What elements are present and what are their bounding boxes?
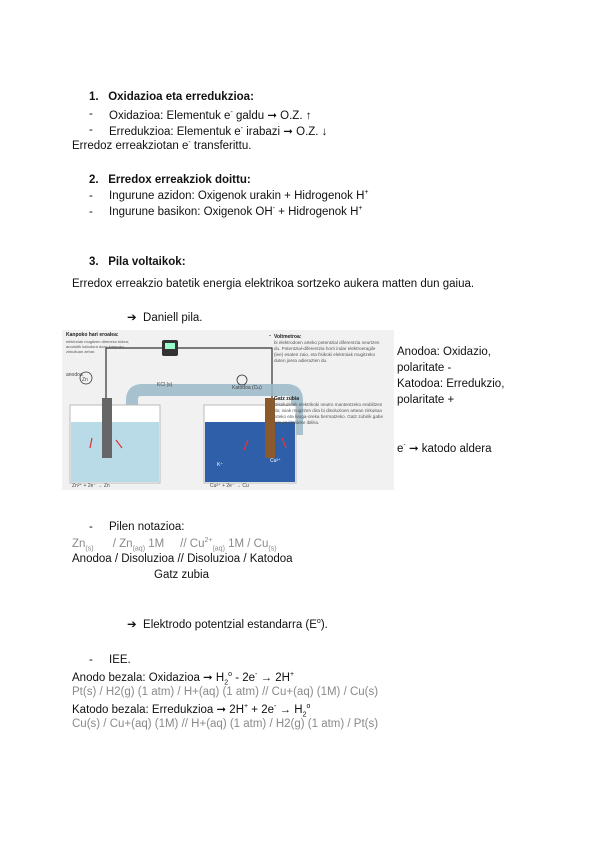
section-1-note <box>72 140 251 152</box>
list-item-text: Ingurune azidon: Oxigenok urakin + Hidrogenok H <box>109 190 365 202</box>
potential-text-2: ). <box>320 619 328 631</box>
iee-heading <box>89 654 131 666</box>
sup: - <box>230 109 233 117</box>
list-item-text: Oxidazioa: Elementuk e <box>109 110 231 122</box>
zinc-electrode <box>102 398 112 458</box>
dash: - <box>89 206 93 218</box>
daniell-cell-figure <box>62 330 394 490</box>
section-1-title: Oxidazioa eta erredukzioa: <box>108 91 254 103</box>
list-item-text-2: galdu ➞ O.Z. ↑ <box>232 110 312 122</box>
section-3-title: Pila voltaikok: <box>108 256 186 268</box>
sub: (aq) <box>212 545 225 553</box>
label-salt-bridge: Gatz zubia <box>274 396 300 402</box>
label-kcl: KCl (s) <box>157 382 173 388</box>
side-note: polaritate - <box>397 362 452 374</box>
label-cu: Cu²⁺ <box>270 458 281 464</box>
label-anode-reaction: Zn²⁺ + 2e⁻ → Zn <box>72 483 110 489</box>
list-item-text-2: + Hidrogenok H <box>275 206 359 218</box>
sup: - <box>240 125 244 133</box>
list-item-text: Erredukzioa: Elementuk e <box>109 126 241 138</box>
note-text-2: transferittu. <box>190 140 252 152</box>
sup: o <box>306 703 311 711</box>
cathode-notation: Cu(s) / Cu+(aq) (1M) // H+(aq) (1 atm) / H2(g) (1 atm) / Pt(s) <box>72 718 379 730</box>
list-item-text: Ingurune basikon: Oxigenok OH <box>109 206 273 218</box>
list-item <box>89 205 363 218</box>
sub: (s) <box>268 545 277 553</box>
sup: o <box>316 618 321 626</box>
section-1-heading <box>89 91 254 103</box>
reaction-text: + 2e <box>248 704 275 716</box>
reaction-text: → 2H <box>257 672 290 684</box>
daniell-line <box>127 310 202 324</box>
reaction-text: Katodo bezala: Erredukzioa ➞ 2H <box>72 704 245 716</box>
expr-part: 1M // Cu <box>145 538 205 550</box>
list-item <box>89 189 369 202</box>
notation-heading <box>89 521 185 533</box>
sub: 2 <box>302 711 307 719</box>
list-item <box>89 108 312 122</box>
arrow-icon: ➔ <box>127 619 137 631</box>
sub: (s) <box>85 545 94 553</box>
daniell-label: Daniell pila. <box>143 312 203 324</box>
section-1-number: 1. <box>89 91 99 103</box>
label-zn: Zn <box>82 377 88 383</box>
reaction-text: Anodo bezala: Oxidazioa ➞ H <box>72 672 225 684</box>
dash: - <box>89 124 93 136</box>
sup: + <box>289 671 295 679</box>
electron-text: e <box>397 443 404 455</box>
sup: - <box>188 139 191 147</box>
reaction-text: → H <box>276 704 303 716</box>
text-external-wire: elektroiak mugitzen direneko bidea; anodotik katodora doaz kanpoko zirkuituan zehar. <box>66 339 129 354</box>
dash: - <box>89 190 93 202</box>
iee-label: IEE. <box>109 654 131 666</box>
section-2-heading <box>89 174 251 186</box>
label-external-wire: Kanpoko hari eroalea: <box>66 332 119 338</box>
label-cathode-reaction: Cu²⁺ + 2e⁻ → Cu <box>210 483 249 489</box>
sup: - <box>403 442 406 450</box>
section-3-number: 3. <box>89 256 99 268</box>
sup: + <box>244 703 249 711</box>
sup: 2+ <box>204 537 213 545</box>
arrow-icon: ➔ <box>127 312 137 324</box>
sup: + <box>358 205 363 213</box>
sup: - <box>274 703 277 711</box>
label-voltmeter: Voltmetroa: <box>274 334 302 340</box>
list-item-text-2: irabazi ➞ O.Z. ↓ <box>243 126 328 138</box>
expr-part: / Zn <box>93 538 133 550</box>
salt-bridge-label: Gatz zubia <box>154 569 209 581</box>
side-note: Anodoa: Oxidazio, <box>397 346 491 358</box>
notation-expression <box>72 537 277 553</box>
sup: - <box>255 671 258 679</box>
label-k: K⁺ <box>217 462 223 468</box>
sup: - <box>272 205 275 213</box>
sup: o <box>228 671 233 679</box>
text-voltmeter: bi elektrodoen arteko potentzial diferentzia neurtzen du. Potentzial-diferentzia horri indar elektroeragile (iee) esaten zaio, eta fisikoki elektroiak mugitzeko duten joera adierazten du. <box>274 340 380 363</box>
note-text: Erredoz erreakziotan e <box>72 140 189 152</box>
dash: - <box>89 654 93 666</box>
section-2-number: 2. <box>89 174 99 186</box>
voltmeter-display <box>165 343 175 349</box>
sub: 2 <box>224 679 229 687</box>
expr-part: 1M / Cu <box>224 538 269 550</box>
dash: - <box>89 108 93 120</box>
sup: + <box>364 189 369 197</box>
potential-line <box>127 617 328 631</box>
side-note: Katodoa: Erredukzio, <box>397 378 505 390</box>
side-note: polaritate + <box>397 394 455 406</box>
section-2-title: Erredox erreakziok doittu: <box>108 174 251 186</box>
solution-right <box>205 422 295 482</box>
anode-notation: Pt(s) / H2(g) (1 atm) / H+(aq) (1 atm) // Cu+(aq) (1M) / Cu(s) <box>72 686 379 698</box>
reaction-text: - 2e <box>232 672 256 684</box>
solution-left <box>71 422 159 482</box>
anode-reaction <box>72 670 295 687</box>
notation-title: Pilen notazioa: <box>109 521 185 533</box>
notation-legend: Anodoa / Disoluzioa // Disoluzioa / Katodoa <box>72 553 293 565</box>
sub: (aq) <box>132 545 146 553</box>
dash: - <box>89 521 93 533</box>
text-salt-bridge: Disoluzioak elektrikoki neutro mantentzeko erabiltzen da; ioiak mugitzen dira bi disoluzioen artean zirkuitua ixteko eta karga-oreka bermatzeko. Gatz zubirik gabe pila ez litzateke ibiliko. <box>274 402 384 425</box>
label-cathode: Katodoa (Cu) <box>232 385 262 391</box>
electron-text-2: ➞ katodo aldera <box>405 443 492 455</box>
electron-direction <box>397 441 491 455</box>
section-3-description: Erredox erreakzio batetik energia elektrikoa sortzeko aukera matten dun gaiua. <box>72 278 475 290</box>
potential-text: Elektrodo potentzial estandarra (E <box>143 619 317 631</box>
cathode-reaction <box>72 702 311 719</box>
label-anode: anodoa <box>66 372 83 378</box>
list-item <box>89 124 328 138</box>
expr-part: Zn <box>72 538 86 550</box>
section-3-heading <box>89 256 186 268</box>
